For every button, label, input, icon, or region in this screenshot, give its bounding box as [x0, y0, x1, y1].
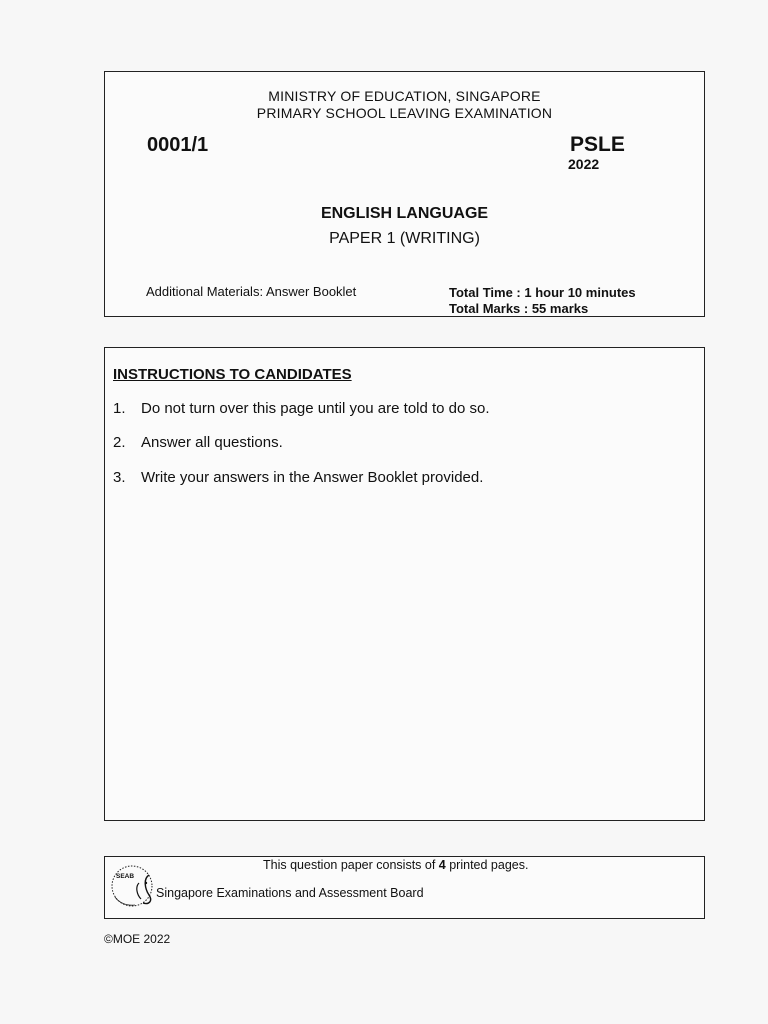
header-box — [104, 71, 705, 317]
exam-abbreviation: PSLE — [570, 133, 625, 156]
pages-note — [263, 858, 528, 872]
paper-code: 0001/1 — [147, 134, 209, 156]
footer-box — [104, 856, 705, 919]
instruction-number: 2. — [113, 434, 126, 451]
pages-note-prefix: This question paper consists of — [263, 858, 439, 872]
instruction-item — [113, 469, 483, 486]
pages-note-suffix: printed pages. — [445, 858, 529, 872]
exam-name: PRIMARY SCHOOL LEAVING EXAMINATION — [256, 105, 553, 121]
instructions-heading: INSTRUCTIONS TO CANDIDATES — [113, 366, 352, 383]
instruction-text: Write your answers in the Answer Booklet provided. — [141, 469, 484, 486]
copyright: ©MOE 2022 — [104, 932, 171, 946]
subject-title: ENGLISH LANGUAGE — [320, 205, 489, 222]
total-marks: Total Marks : 55 marks — [449, 301, 589, 316]
pages-count: 4 — [438, 858, 446, 872]
exam-year: 2022 — [568, 156, 600, 172]
seab-logo-icon — [109, 863, 155, 909]
total-time: Total Time : 1 hour 10 minutes — [449, 285, 636, 300]
instruction-item — [113, 434, 283, 451]
instructions-box — [104, 347, 705, 821]
instruction-item — [113, 400, 490, 417]
instruction-number: 3. — [113, 469, 126, 486]
board-name: Singapore Examinations and Assessment Board — [156, 886, 424, 900]
additional-materials: Additional Materials: Answer Booklet — [146, 284, 357, 299]
paper-title: PAPER 1 (WRITING) — [329, 230, 480, 247]
seab-logo-text: SEAB — [116, 873, 135, 880]
instruction-text: Answer all questions. — [141, 434, 283, 451]
instruction-text: Do not turn over this page until you are told to do so. — [141, 400, 490, 417]
ministry-title: MINISTRY OF EDUCATION, SINGAPORE — [268, 88, 541, 104]
instruction-number: 1. — [113, 400, 126, 417]
